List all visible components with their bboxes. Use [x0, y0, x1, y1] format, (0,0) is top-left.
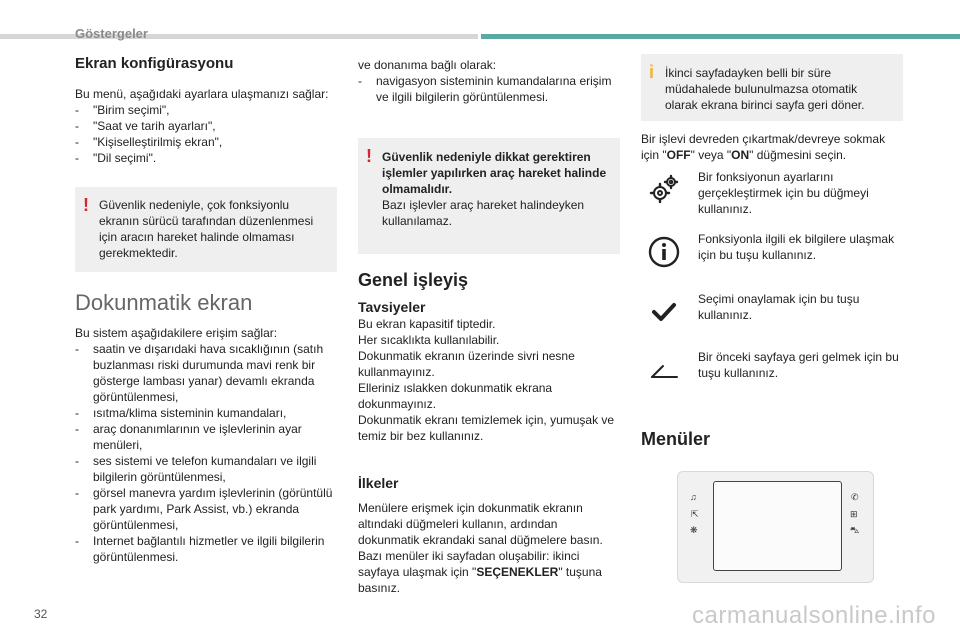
tip-line: Bu ekran kapasitif tiptedir.	[358, 317, 496, 331]
list-item: - saatin ve dışarıdaki hava sıcaklığının (satıh buzlanması riski durumunda mavi renk bir gösterge lambası yanar) devamlı ekranda görüntülenmesi,	[75, 341, 337, 405]
driving-warning-text: Bazı işlevler araç hareket halindeyken kullanılamaz.	[382, 198, 585, 228]
equipment-list	[358, 73, 620, 105]
list-item: - Internet bağlantılı hizmetler ve ilgili bilgilerin görüntülenmesi.	[75, 533, 337, 565]
screen-display	[713, 481, 842, 571]
tips-title: Tavsiyeler	[358, 299, 426, 315]
list-item: - ses sistemi ve telefon kumandaları ve ilgili bilgilerin görüntülenmesi,	[75, 453, 337, 485]
icon-row-settings	[641, 169, 903, 227]
touchscreen-illustration	[677, 471, 874, 583]
icon-row-check	[641, 291, 903, 347]
driving-warning-bold: Güvenlik nedeniyle dikkat gerektiren işlemler yapılırken araç hareket halinde olmamalıdır.	[382, 150, 607, 196]
on-label: ON	[731, 148, 750, 162]
tip-line: Dokunmatik ekranı temizlemek için, yumuşak ve temiz bir bez kullanınız.	[358, 413, 615, 443]
info-bar-icon: i	[649, 62, 655, 82]
general-operation-title: Genel işleyiş	[358, 270, 469, 290]
watermark: carmanualsonline.info	[692, 602, 936, 629]
list-item: - ısıtma/klima sisteminin kumandaları,	[75, 405, 337, 421]
tip-line: Dokunmatik ekranın üzerinde sivri nesne kullanmayınız.	[358, 349, 575, 379]
page-timeout-note	[641, 54, 903, 121]
touchscreen-list	[75, 341, 337, 565]
header-rule-right	[481, 34, 960, 39]
check-icon-desc: Seçimi onaylamak için bu tuşu kullanınız.	[698, 292, 860, 322]
column-2	[358, 54, 620, 596]
screen-config-list	[75, 102, 337, 166]
tip-line: Her sıcaklıkta kullanılabilir.	[358, 333, 500, 347]
off-label: OFF	[666, 148, 691, 162]
info-icon	[647, 235, 681, 269]
phone-icon: ✆	[851, 492, 859, 502]
touchscreen-intro: Bu sistem aşağıdakilere erişim sağlar:	[75, 326, 278, 340]
apps-grid-icon: ⊞	[850, 509, 858, 519]
safety-note	[75, 187, 337, 272]
section-title: Göstergeler	[75, 26, 148, 41]
list-item: - araç donanımlarının ve işlevlerinin ayar menüleri,	[75, 421, 337, 453]
screen-config-intro: Bu menü, aşağıdaki ayarlara ulaşmanızı sağlar:	[75, 87, 329, 101]
principles-text-a: Menülere erişmek için dokunmatik ekranın altındaki düğmeleri kullanın, ardından dokunmatik ekrandaki sanal düğmelere basın.	[358, 501, 603, 547]
principles-title: İlkeler	[358, 475, 399, 491]
column-3	[641, 54, 903, 583]
tip-line: Elleriniz ıslakken dokunmatik ekrana dokunmayınız.	[358, 381, 553, 411]
back-arrow-icon	[647, 353, 681, 387]
safety-note-text: Güvenlik nedeniyle, çok fonksiyonlu ekranın sürücü tarafından düzenlenmesi için aracın hareket halinde olmaması gerekmektedir.	[99, 198, 314, 260]
list-item: - navigasyon sisteminin kumandalarına erişim ve ilgili bilgilerin görüntülenmesi.	[358, 73, 620, 105]
warning-icon: !	[83, 195, 89, 215]
header-rule-left	[0, 34, 478, 39]
settings-gears-icon	[647, 173, 681, 207]
warning-icon: !	[366, 146, 372, 166]
menus-title: Menüler	[641, 429, 711, 449]
screen-config-title: Ekran konfigürasyonu	[75, 55, 234, 72]
page-timeout-text: İkinci sayfadayken belli bir süre müdahalede bulunulmazsa otomatik olarak ekrana birinci sayfa geri döner.	[665, 66, 865, 112]
list-item: - "Saat ve tarih ayarları",	[75, 118, 337, 134]
principles-text-b: Bazı menüler iki sayfadan oluşabilir: ikinci sayfaya ulaşmak için "SEÇENEKLER" tuşuna basınız.	[358, 549, 602, 595]
driving-warning-note	[358, 138, 620, 254]
car-icon: ⛍	[850, 525, 860, 535]
equipment-intro: ve donanıma bağlı olarak:	[358, 58, 497, 72]
list-item: - "Dil seçimi".	[75, 150, 337, 166]
fan-icon: ❋	[690, 525, 698, 535]
page-number: 32	[34, 607, 48, 621]
info-icon-desc: Fonksiyonla ilgili ek bilgilere ulaşmak için bu tuşu kullanınız.	[698, 232, 895, 262]
touchscreen-title: Dokunmatik ekran	[75, 290, 253, 315]
options-label: SEÇENEKLER	[476, 565, 559, 579]
column-1	[75, 54, 337, 565]
back-icon-desc: Bir önceki sayfaya geri gelmek için bu tuşu kullanınız.	[698, 350, 899, 380]
check-icon	[647, 295, 681, 329]
list-item: - görsel manevra yardım işlevlerinin (görüntülü park yardımı, Park Assist, vb.) ekranda görüntülenmesi,	[75, 485, 337, 533]
list-item: - "Birim seçimi",	[75, 102, 337, 118]
toggle-instruction: Bir işlevi devreden çıkartmak/devreye sokmak için "OFF" veya "ON" düğmesini seçin.	[641, 132, 886, 162]
settings-icon-desc: Bir fonksiyonun ayarlarını gerçekleştirmek için bu düğmeyi kullanınız.	[698, 170, 869, 216]
list-item: - "Kişiselleştirilmiş ekran",	[75, 134, 337, 150]
icon-row-info	[641, 231, 903, 287]
navigation-icon: ⇱	[691, 509, 699, 519]
icon-row-back	[641, 349, 903, 405]
music-note-icon: ♫	[690, 492, 697, 502]
